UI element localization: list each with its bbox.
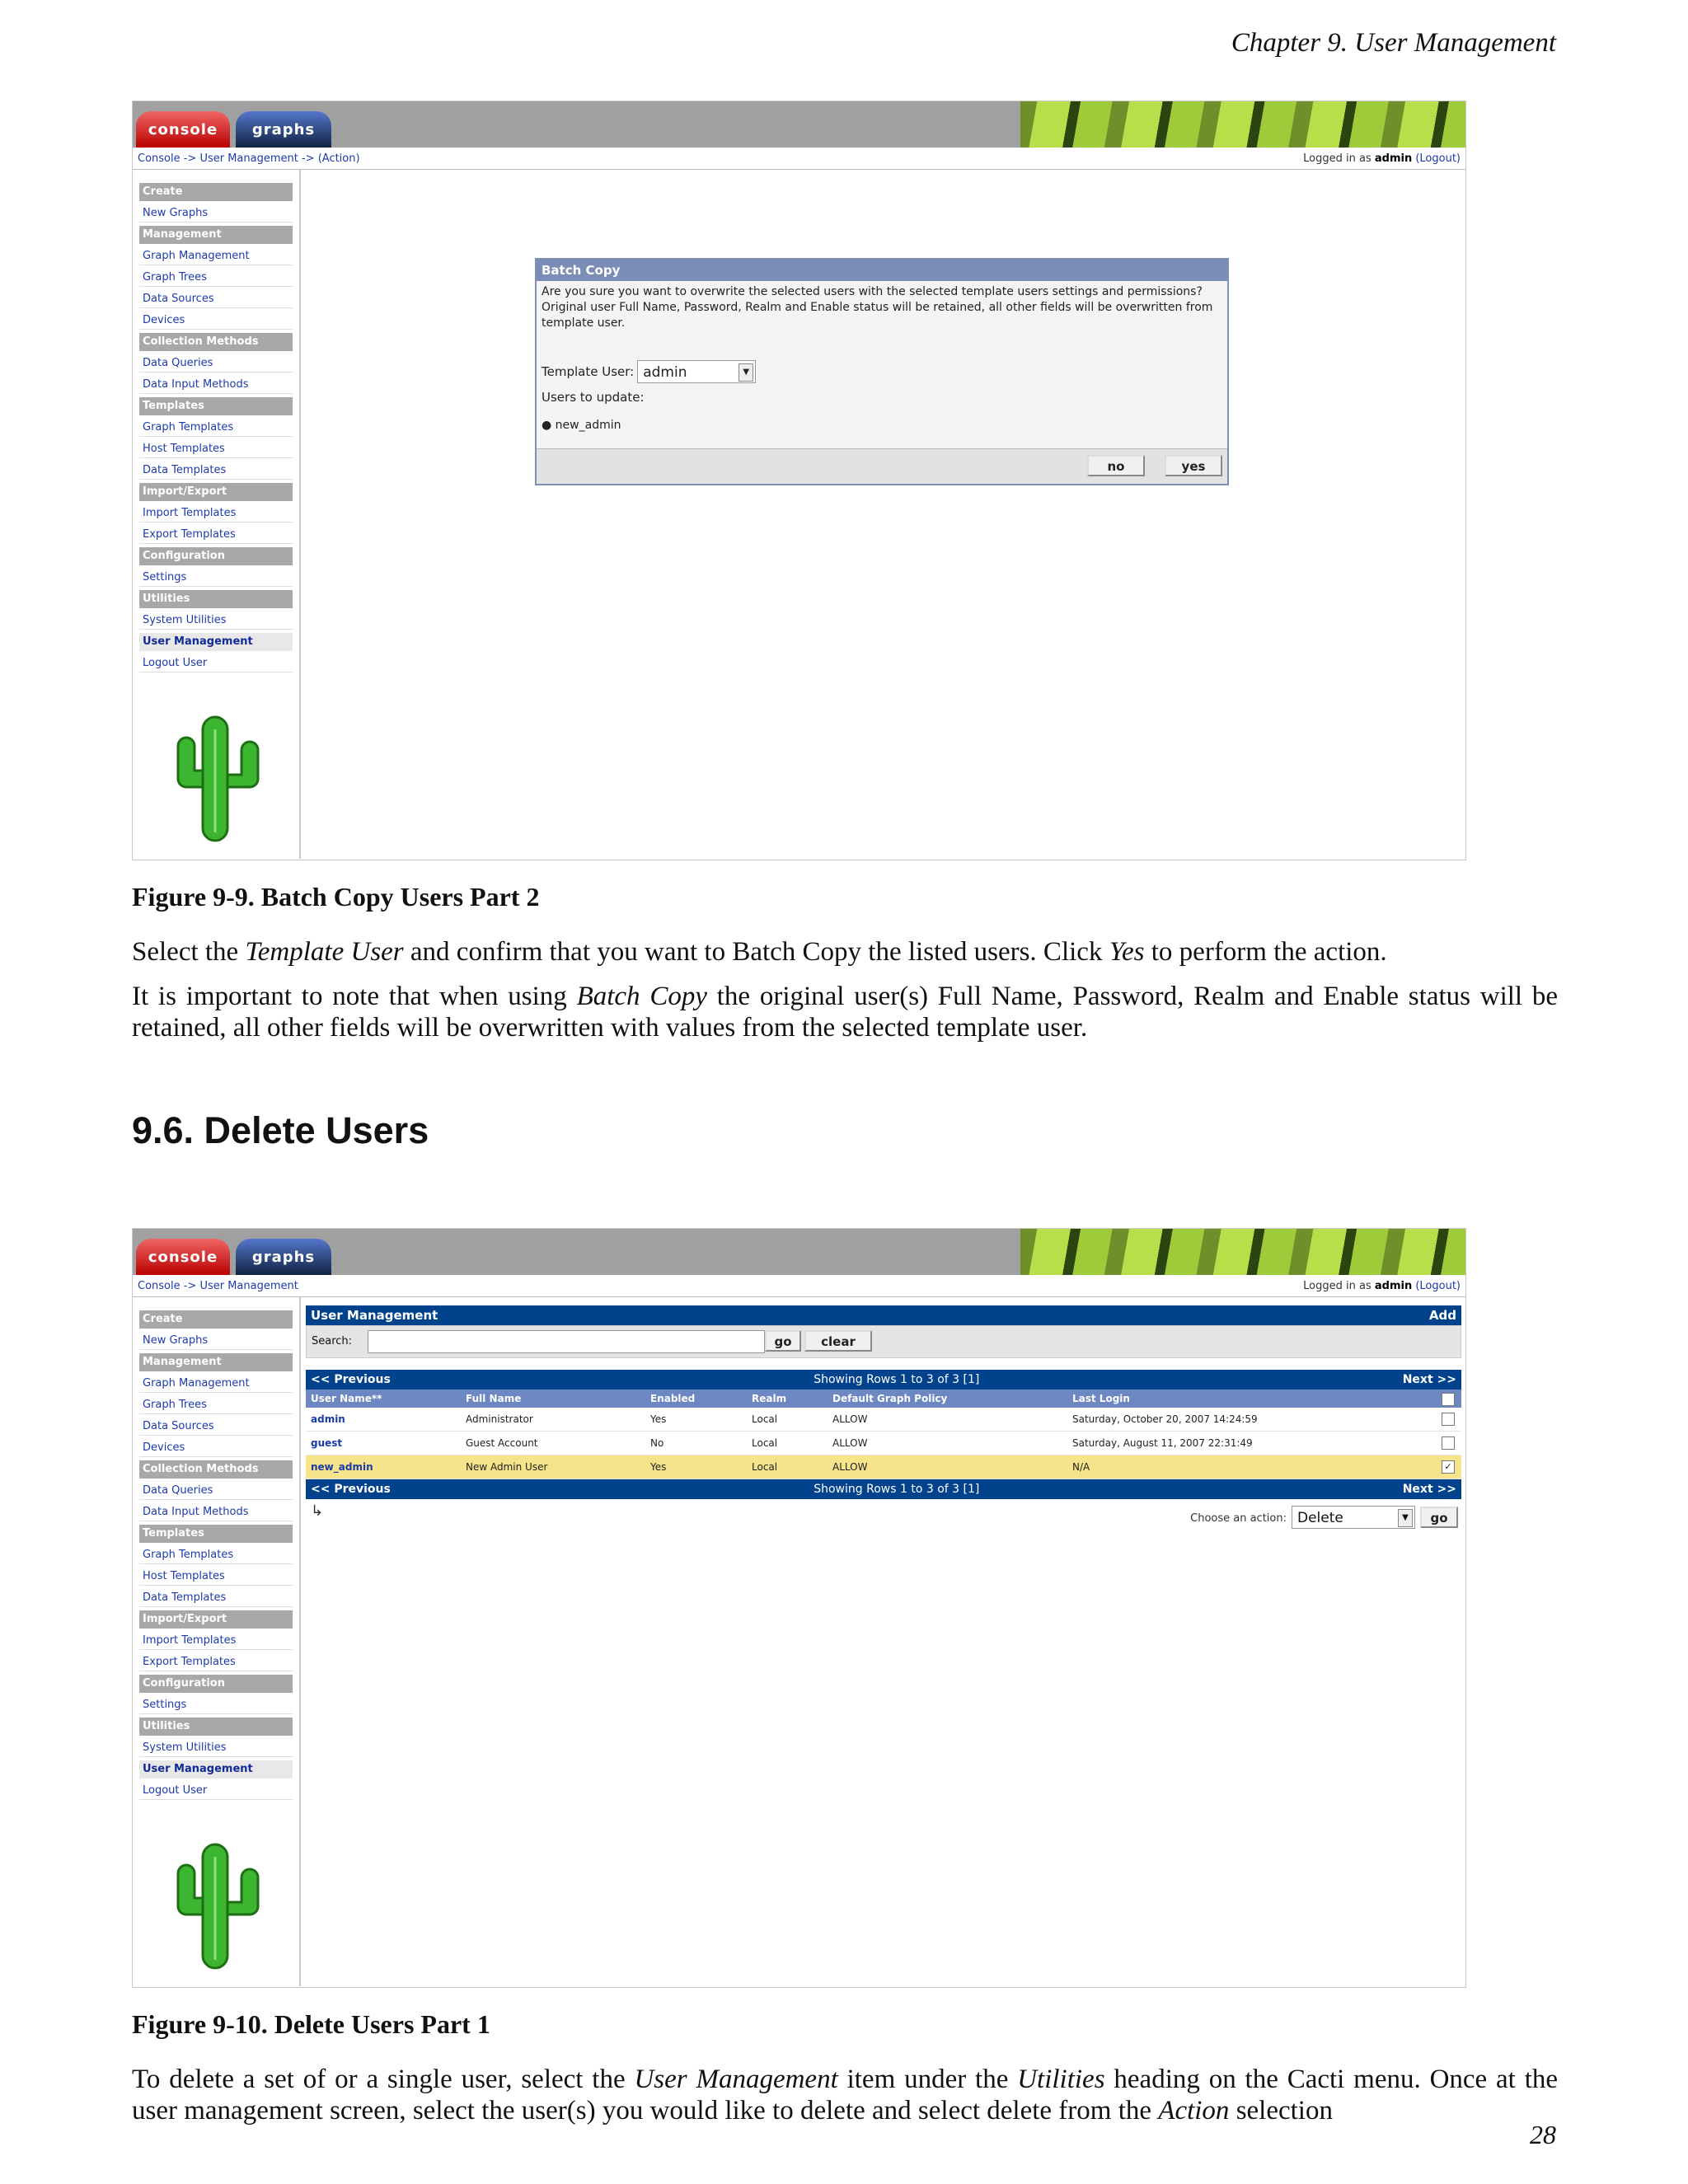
no-button[interactable]: no xyxy=(1087,455,1145,476)
sidebar-item[interactable]: Data Sources xyxy=(139,1418,293,1436)
col-realm[interactable]: Realm xyxy=(752,1393,787,1404)
sidebar-item[interactable]: Graph Templates xyxy=(139,419,293,437)
col-policy[interactable]: Default Graph Policy xyxy=(832,1393,948,1404)
logout-link[interactable]: (Logout) xyxy=(1415,1279,1461,1292)
sidebar-heading: Import/Export xyxy=(139,483,293,501)
dialog-text: Are you sure you want to overwrite the selected users with the selected template users settings and permissions? Original user Full Name, Password, Realm and Enable status will be retained, all other fields will be overwritten from template user. xyxy=(542,285,1213,330)
figure-caption: Figure 9-10. Delete Users Part 1 xyxy=(132,2009,490,2039)
search-input[interactable] xyxy=(368,1330,765,1353)
sidebar-item[interactable]: Data Input Methods xyxy=(139,1503,293,1521)
top-bar xyxy=(133,1229,1465,1275)
logout-link[interactable]: (Logout) xyxy=(1415,152,1461,165)
panel-title: User Management xyxy=(311,1308,438,1323)
table-cell: Yes xyxy=(650,1461,667,1473)
table-cell: ALLOW xyxy=(832,1437,868,1449)
sidebar-item[interactable]: Graph Templates xyxy=(139,1546,293,1564)
content-area xyxy=(133,1297,1465,1986)
template-user-select[interactable]: admin ▼ xyxy=(637,360,756,383)
table-cell: Local xyxy=(752,1461,778,1473)
sidebar-heading: Import/Export xyxy=(139,1610,293,1629)
sidebar-item[interactable]: Export Templates xyxy=(139,526,293,544)
cacti-logo xyxy=(166,1836,265,1976)
sidebar-heading: Create xyxy=(139,183,293,201)
sidebar-item[interactable]: Settings xyxy=(139,569,293,587)
dialog-title: Batch Copy xyxy=(537,260,1227,281)
showing-rows: Showing Rows 1 to 3 of 3 [1] xyxy=(814,1373,980,1386)
sidebar-heading: Templates xyxy=(139,397,293,415)
col-full-name[interactable]: Full Name xyxy=(466,1393,522,1404)
sidebar-item[interactable]: Graph Trees xyxy=(139,1396,293,1414)
sidebar-menu xyxy=(133,170,301,859)
cacti-logo xyxy=(166,709,265,849)
sidebar-item[interactable]: Data Queries xyxy=(139,1482,293,1500)
sidebar-item[interactable]: Graph Management xyxy=(139,247,293,265)
column-header-row xyxy=(306,1390,1461,1408)
sidebar-heading: Management xyxy=(139,1353,293,1371)
sidebar-item[interactable]: User Management xyxy=(139,1760,293,1779)
user-name-link[interactable]: admin xyxy=(311,1413,345,1425)
sidebar-item[interactable]: Devices xyxy=(139,1439,293,1457)
table-cell: Yes xyxy=(650,1413,667,1425)
figure-caption: Figure 9-9. Batch Copy Users Part 2 xyxy=(132,882,540,912)
page-number: 28 xyxy=(1530,2120,1556,2149)
row-checkbox[interactable] xyxy=(1442,1436,1455,1450)
user-list-item: ● new_admin xyxy=(542,419,621,432)
user-management-panel xyxy=(306,1305,1461,1540)
previous-link[interactable]: << Previous xyxy=(311,1483,391,1496)
sidebar-item[interactable]: Host Templates xyxy=(139,1568,293,1586)
page-header: Chapter 9. User Management xyxy=(1231,28,1556,58)
sidebar-heading: Configuration xyxy=(139,1675,293,1693)
cactus-banner xyxy=(1020,101,1465,148)
sidebar-item[interactable]: Logout User xyxy=(139,1782,293,1800)
paragraph: It is important to note that when using Batch Copy the original user(s) Full Name, Password, Realm and Enable status will be retained, all other fields will be overwritten with values from the selected template user. xyxy=(132,982,1558,1043)
sidebar-item[interactable]: Host Templates xyxy=(139,440,293,458)
table-cell: ALLOW xyxy=(832,1461,868,1473)
batch-copy-screenshot xyxy=(132,101,1466,860)
login-status: Logged in as admin (Logout) xyxy=(1303,1279,1461,1292)
users-to-update-label: Users to update: xyxy=(542,390,645,405)
sidebar-item[interactable]: Data Input Methods xyxy=(139,376,293,394)
sidebar-item[interactable]: Data Sources xyxy=(139,290,293,308)
table-row[interactable] xyxy=(306,1408,1461,1432)
user-table-body xyxy=(306,1408,1461,1479)
sidebar-item[interactable]: System Utilities xyxy=(139,1739,293,1757)
sidebar-item[interactable]: Export Templates xyxy=(139,1653,293,1671)
clear-button[interactable]: clear xyxy=(804,1330,872,1352)
breadcrumb-bar xyxy=(133,148,1465,170)
top-bar xyxy=(133,101,1465,148)
next-link[interactable]: Next >> xyxy=(1402,1373,1456,1386)
table-cell: ALLOW xyxy=(832,1413,868,1425)
cactus-banner xyxy=(1020,1229,1465,1275)
breadcrumb-bar xyxy=(133,1275,1465,1297)
yes-button[interactable]: yes xyxy=(1165,455,1222,476)
sidebar-heading: Collection Methods xyxy=(139,1460,293,1479)
table-cell: Saturday, August 11, 2007 22:31:49 xyxy=(1072,1437,1253,1449)
action-label: Choose an action: xyxy=(1190,1512,1287,1525)
sidebar-heading: Create xyxy=(139,1310,293,1329)
sidebar-item[interactable]: Import Templates xyxy=(139,1632,293,1650)
template-user-row xyxy=(542,360,756,383)
row-checkbox[interactable] xyxy=(1442,1413,1455,1426)
sidebar-item[interactable]: Graph Trees xyxy=(139,269,293,287)
table-cell: Saturday, October 20, 2007 14:24:59 xyxy=(1072,1413,1258,1425)
paragraph: To delete a set of or a single user, select the User Management item under the Utilities heading on the Cacti menu. Once at the user management screen, select the user(s) you would like to delete and select delete from the Action selection xyxy=(132,2064,1559,2125)
sidebar-heading: Utilities xyxy=(139,1718,293,1736)
user-name-link[interactable]: new_admin xyxy=(311,1461,373,1473)
sidebar-heading: Configuration xyxy=(139,547,293,565)
previous-link[interactable]: << Previous xyxy=(311,1373,391,1386)
dialog-footer xyxy=(537,448,1227,484)
template-user-label: Template User: xyxy=(542,364,635,379)
sidebar-item[interactable]: User Management xyxy=(139,633,293,651)
return-arrow-icon: ↳ xyxy=(311,1502,324,1520)
section-title: 9.6. Delete Users xyxy=(132,1109,429,1151)
sidebar-item[interactable]: System Utilities xyxy=(139,612,293,630)
search-label: Search: xyxy=(312,1335,353,1347)
sidebar-heading: Templates xyxy=(139,1525,293,1543)
sidebar-heading: Collection Methods xyxy=(139,333,293,351)
breadcrumb[interactable]: Console -> User Management xyxy=(138,1279,298,1292)
pagination-bar xyxy=(306,1370,1461,1390)
action-go-button[interactable]: go xyxy=(1420,1507,1458,1528)
sidebar-item[interactable]: New Graphs xyxy=(139,1332,293,1350)
sidebar-menu xyxy=(133,1297,301,1986)
user-name-link[interactable]: guest xyxy=(311,1437,343,1449)
sidebar-item[interactable]: Logout User xyxy=(139,654,293,673)
table-row[interactable] xyxy=(306,1432,1461,1455)
sidebar-item[interactable]: Data Templates xyxy=(139,462,293,480)
paragraph: Select the Template User and confirm that you want to Batch Copy the listed users. Click Yes to perform the action. xyxy=(132,937,1387,967)
search-bar xyxy=(306,1325,1461,1358)
sidebar-item[interactable]: Graph Management xyxy=(139,1375,293,1393)
col-user-name[interactable]: User Name** xyxy=(311,1393,382,1404)
next-link[interactable]: Next >> xyxy=(1402,1483,1456,1496)
go-button[interactable]: go xyxy=(765,1330,801,1352)
add-link[interactable]: Add xyxy=(1428,1308,1456,1323)
console-tab[interactable]: console xyxy=(136,111,230,148)
action-select[interactable]: Delete ▼ xyxy=(1292,1506,1415,1529)
col-enabled[interactable]: Enabled xyxy=(650,1393,696,1404)
panel-header xyxy=(306,1305,1461,1325)
content-area xyxy=(133,170,1465,859)
console-tab[interactable]: console xyxy=(136,1239,230,1275)
sidebar-item[interactable]: New Graphs xyxy=(139,204,293,223)
pagination-bar xyxy=(306,1479,1461,1499)
showing-rows: Showing Rows 1 to 3 of 3 [1] xyxy=(814,1483,980,1496)
select-all-checkbox[interactable] xyxy=(1442,1393,1455,1406)
table-row[interactable] xyxy=(306,1455,1461,1479)
graphs-tab[interactable]: graphs xyxy=(236,111,331,148)
chevron-down-icon: ▼ xyxy=(1398,1509,1413,1527)
batch-copy-dialog xyxy=(535,258,1229,485)
sidebar-heading: Management xyxy=(139,226,293,244)
table-cell: Local xyxy=(752,1413,778,1425)
graphs-tab[interactable]: graphs xyxy=(236,1239,331,1275)
sidebar-item[interactable]: Data Queries xyxy=(139,354,293,373)
col-last-login[interactable]: Last Login xyxy=(1072,1393,1130,1404)
sidebar-item[interactable]: Import Templates xyxy=(139,504,293,523)
table-cell: Administrator xyxy=(466,1413,533,1425)
login-status: Logged in as admin (Logout) xyxy=(1303,152,1461,165)
table-cell: No xyxy=(650,1437,664,1449)
breadcrumb[interactable]: Console -> User Management -> (Action) xyxy=(138,152,360,165)
sidebar-item[interactable]: Settings xyxy=(139,1696,293,1714)
table-cell: Guest Account xyxy=(466,1437,538,1449)
table-cell: New Admin User xyxy=(466,1461,548,1473)
delete-users-screenshot xyxy=(132,1228,1466,1988)
row-checkbox[interactable]: ✓ xyxy=(1442,1460,1455,1474)
sidebar-heading: Utilities xyxy=(139,590,293,608)
sidebar-item[interactable]: Devices xyxy=(139,312,293,330)
table-cell: Local xyxy=(752,1437,778,1449)
table-cell: N/A xyxy=(1072,1461,1090,1473)
sidebar-item[interactable]: Data Templates xyxy=(139,1589,293,1607)
chevron-down-icon: ▼ xyxy=(738,363,753,382)
